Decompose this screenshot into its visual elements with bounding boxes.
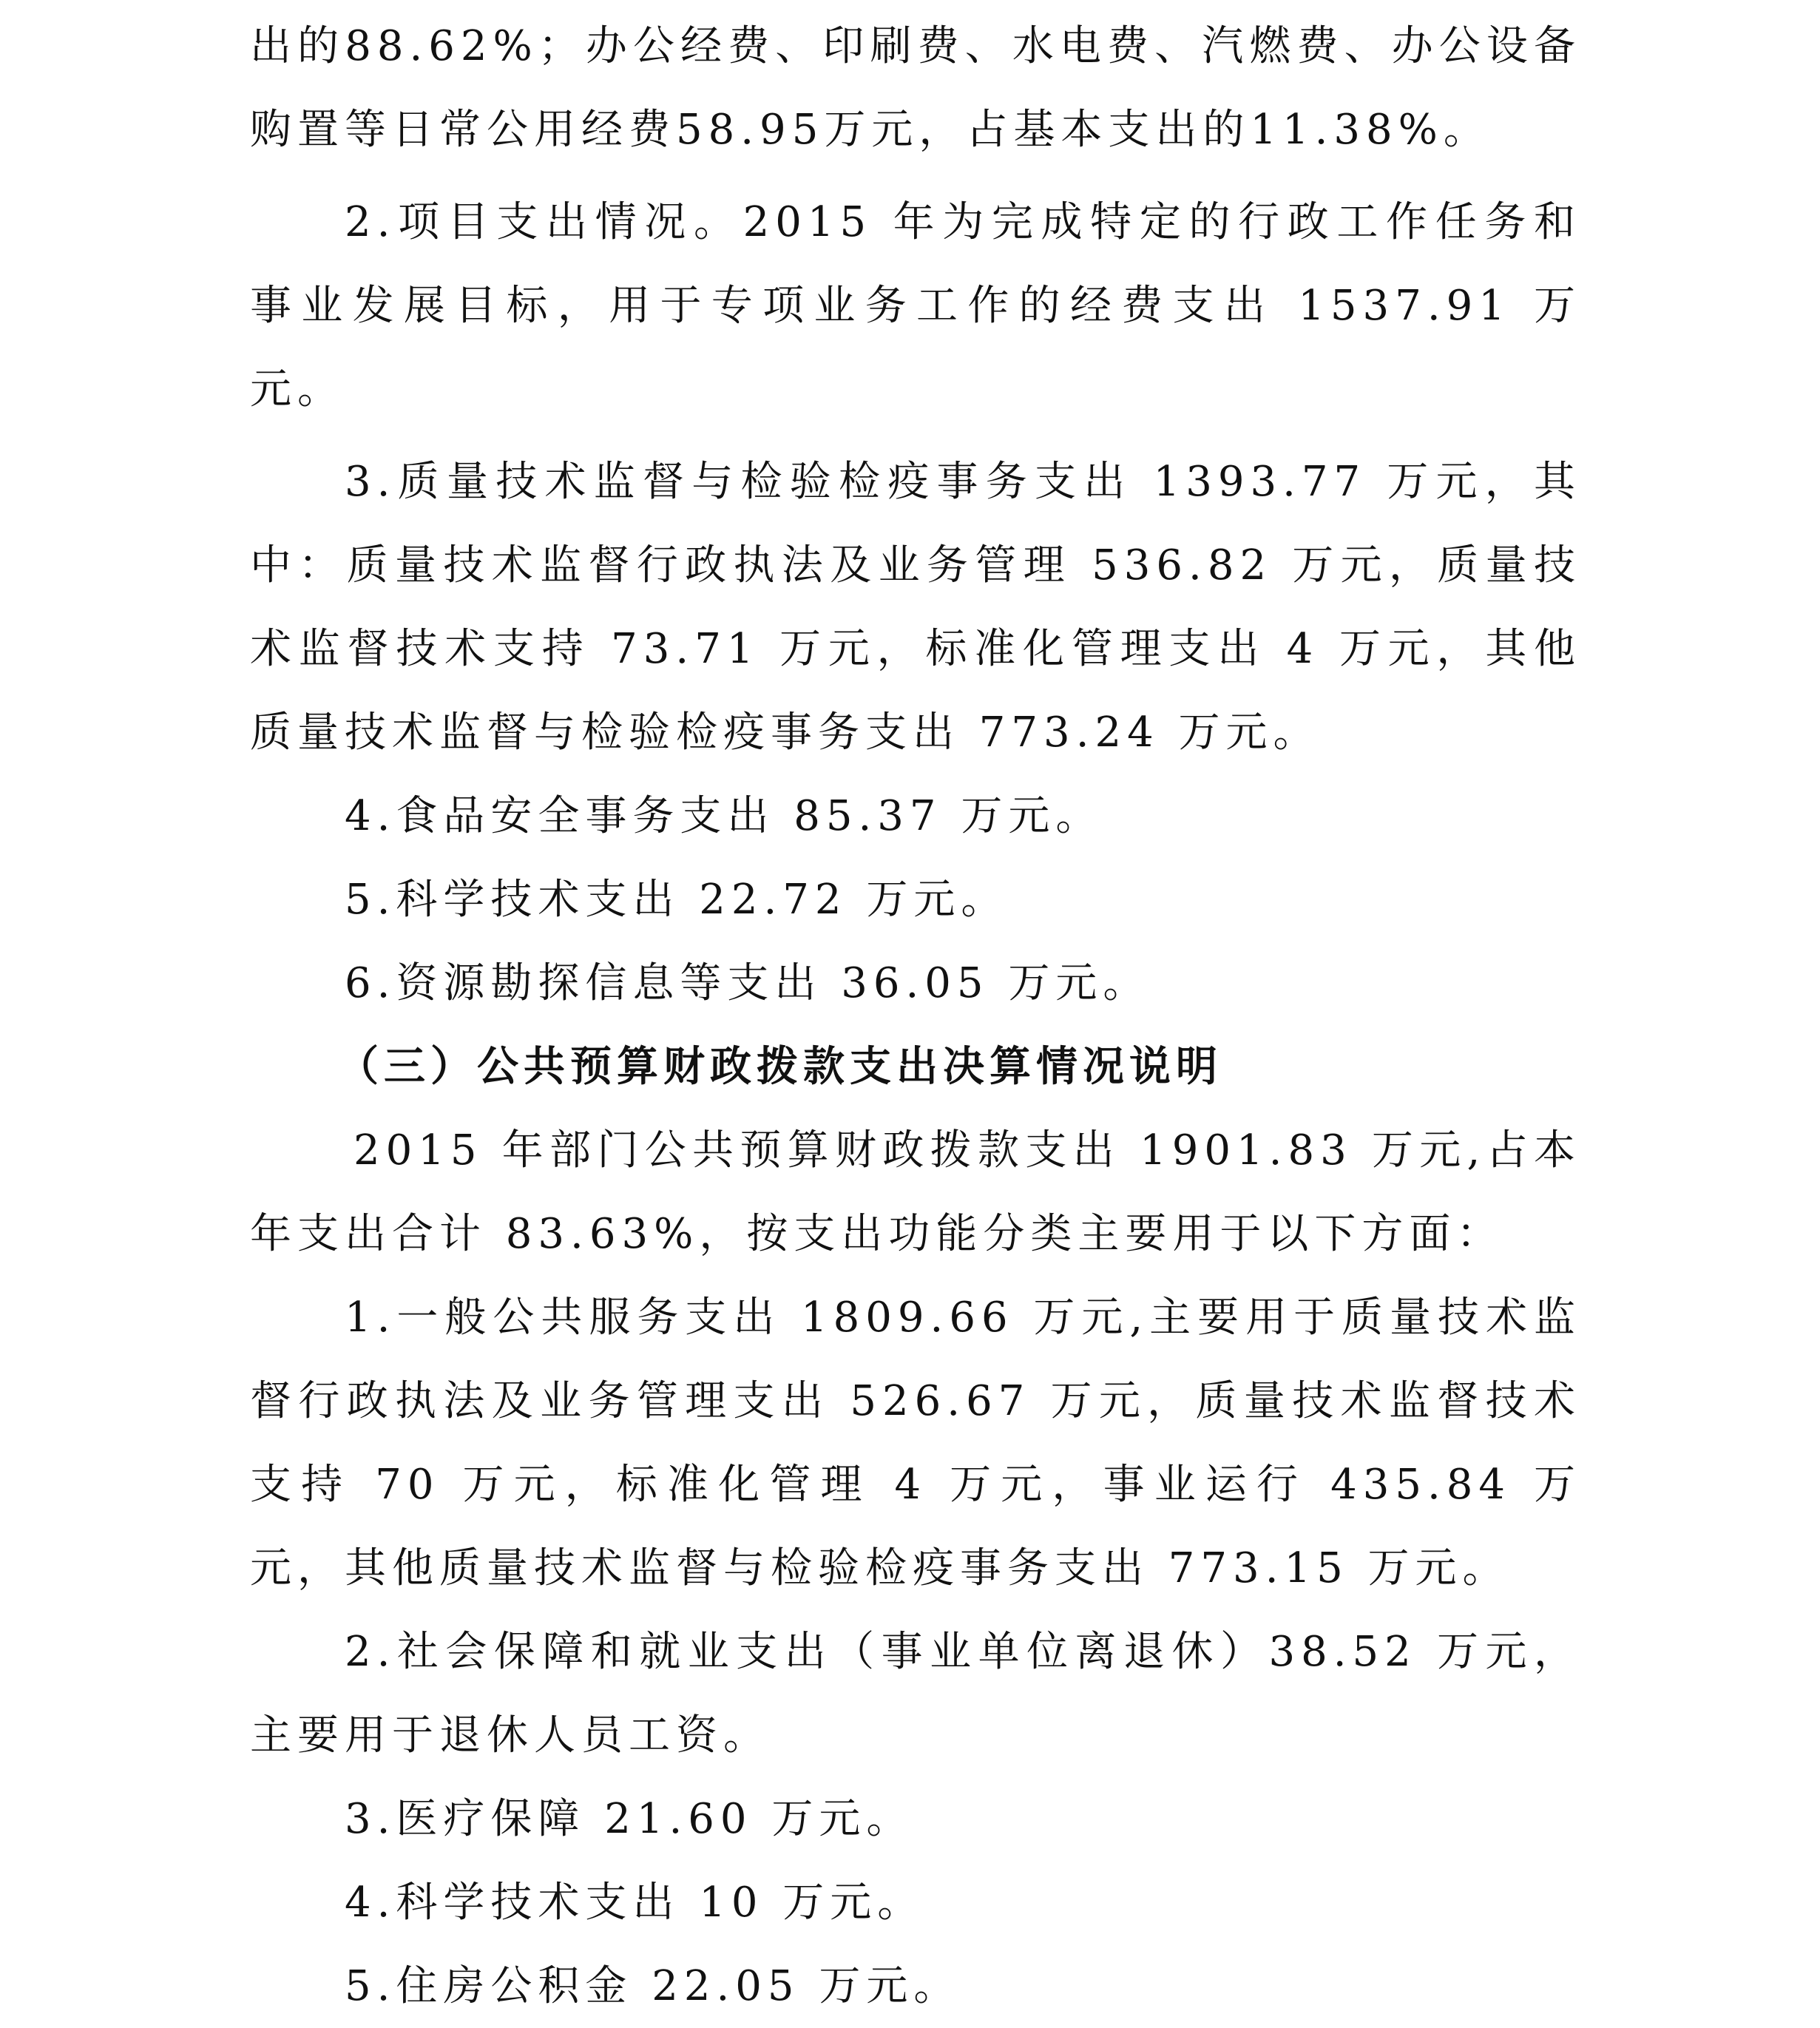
section-heading-public-budget: （三）公共预算财政拨款支出决算情况说明 (337, 1042, 1222, 1091)
paragraph-basic-expenditure-continued: 出的88.62%；办公经费、印刷费、水电费、汽燃费、办公设备购置等日常公用经费58.95万元，占基本支出的11.38%。 (250, 22, 1581, 154)
paragraph-public-budget-summary: 2015 年部门公共预算财政拨款支出 1901.83 万元,占本年支出合计 83.63%，按支出功能分类主要用于以下方面： (250, 1126, 1581, 1258)
paragraph-resource-exploration-expenditure: 6.资源勘探信息等支出 36.05 万元。 (345, 959, 1151, 1007)
paragraph-housing-provident-fund: 5.住房公积金 22.05 万元。 (345, 1962, 961, 2010)
paragraph-social-security: 2.社会保障和就业支出（事业单位离退休）38.52 万元，主要用于退休人员工资。 (250, 1628, 1581, 1760)
paragraph-science-technology-funding: 4.科学技术支出 10 万元。 (345, 1879, 925, 1927)
paragraph-science-technology-expenditure: 5.科学技术支出 22.72 万元。 (345, 876, 1009, 924)
paragraph-quality-supervision-expenditure: 3.质量技术监督与检验检疫事务支出 1393.77 万元，其中：质量技术监督行政执法及业务管理 536.82 万元，质量技术监督技术支持 73.71 万元，标准化管理支出 4 万元，其他质量技术监督与检验检疫事务支出 773.24 万元。 (250, 458, 1581, 757)
document-page (250, 0, 1581, 2028)
paragraph-medical-security: 3.医疗保障 21.60 万元。 (345, 1795, 914, 1843)
paragraph-project-expenditure: 2.项目支出情况。2015 年为完成特定的行政工作任务和事业发展目标，用于专项业务工作的经费支出 1537.91 万元。 (250, 198, 1581, 413)
paragraph-food-safety-expenditure: 4.食品安全事务支出 85.37 万元。 (345, 792, 1103, 840)
paragraph-general-public-services: 1.一般公共服务支出 1809.66 万元,主要用于质量技术监督行政执法及业务管理支出 526.67 万元，质量技术监督技术支持 70 万元，标准化管理 4 万元，事业运行 435.84 万元，其他质量技术监督与检验检疫事务支出 773.15 万元。 (250, 1294, 1581, 1592)
